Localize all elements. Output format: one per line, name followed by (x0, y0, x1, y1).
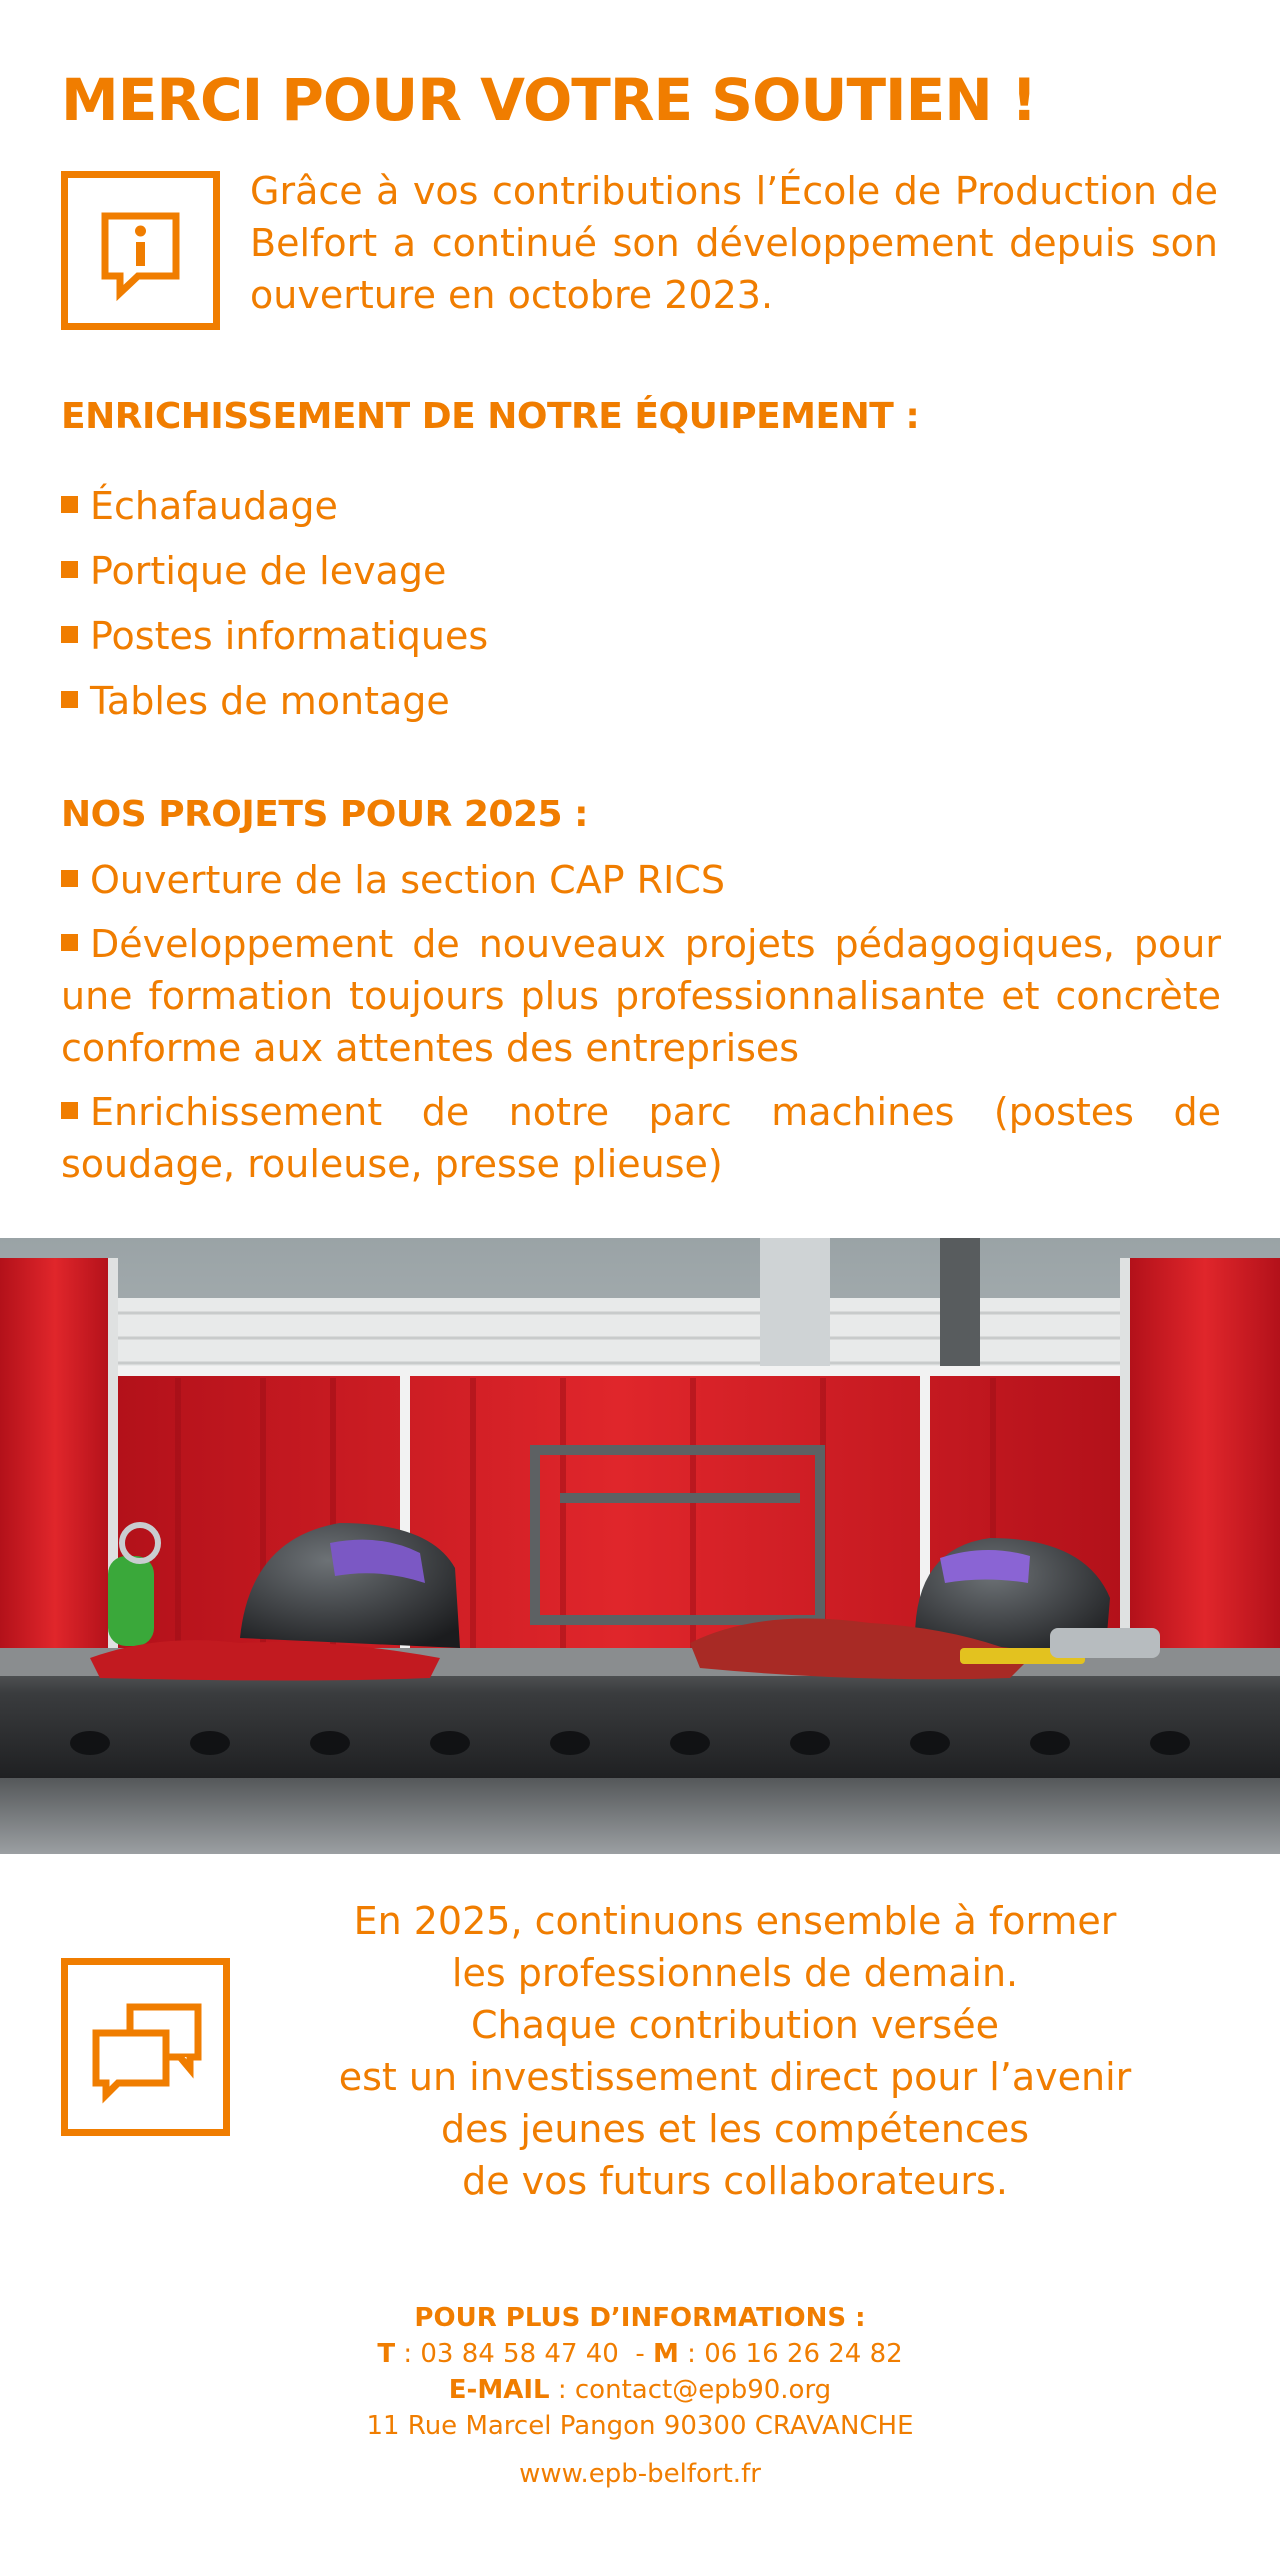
list-item-label: Enrichissement de notre parc machines (postes de soudage, rouleuse, presse plieuse) (61, 1090, 1221, 1186)
square-bullet-icon (61, 626, 78, 643)
projects-list (61, 854, 1221, 1202)
list-item-label: Développement de nouveaux projets pédagogiques, pour une formation toujours plus professionnalisante et concrète conforme aux attentes des entreprises (61, 922, 1221, 1070)
list-item (61, 918, 1221, 1074)
intro-paragraph: Grâce à vos contributions l’École de Production de Belfort a continué son développement depuis son ouverture en octobre 2023. (250, 169, 1218, 317)
cta-line: est un investissement direct pour l’avenir (338, 2055, 1132, 2099)
phone-number[interactable]: 03 84 58 47 40 (420, 2339, 619, 2369)
list-item-label: Échafaudage (90, 484, 338, 528)
square-bullet-icon (61, 870, 78, 887)
email-line: E-MAIL : contact@epb90.org (448, 2375, 832, 2405)
list-item-label: Tables de montage (90, 679, 450, 723)
mobile-number[interactable]: 06 16 26 24 82 (704, 2339, 903, 2369)
list-item-label: Ouverture de la section CAP RICS (90, 858, 725, 902)
list-item (61, 854, 1221, 906)
email-link[interactable]: contact@epb90.org (574, 2375, 832, 2405)
address: 11 Rue Marcel Pangon 90300 CRAVANCHE (366, 2411, 914, 2441)
mobile-label: M (653, 2339, 679, 2369)
list-item-label: Postes informatiques (90, 614, 489, 658)
list-item (61, 610, 1221, 675)
square-bullet-icon (61, 1102, 78, 1119)
separator: - (635, 2339, 645, 2369)
square-bullet-icon (61, 934, 78, 951)
cta-line: de vos futurs collaborateurs. (462, 2159, 1008, 2203)
list-item (61, 1086, 1221, 1190)
page-title: MERCI POUR VOTRE SOUTIEN ! (61, 66, 1037, 134)
list-item-label: Portique de levage (90, 549, 447, 593)
website-link[interactable]: www.epb-belfort.fr (519, 2459, 761, 2489)
email-label: E-MAIL (448, 2375, 550, 2405)
cta-line: des jeunes et les compétences (441, 2107, 1029, 2151)
contact-title: POUR PLUS D’INFORMATIONS : (414, 2303, 866, 2333)
square-bullet-icon (61, 561, 78, 578)
list-item (61, 675, 1221, 740)
square-bullet-icon (61, 496, 78, 513)
cta-line: les professionnels de demain. (451, 1951, 1019, 1995)
projects-heading: NOS PROJETS POUR 2025 : (61, 794, 589, 835)
contact-block (0, 2300, 1280, 2492)
equipment-list (61, 480, 1221, 740)
phone-label: T (377, 2339, 396, 2369)
square-bullet-icon (61, 691, 78, 708)
phone-line: T : 03 84 58 47 40 - M : 06 16 26 24 82 (377, 2339, 903, 2369)
equipment-heading: ENRICHISSEMENT DE NOTRE ÉQUIPEMENT : (61, 396, 920, 437)
list-item (61, 480, 1221, 545)
info-speech-bubble-icon (61, 171, 220, 330)
chat-bubbles-icon (61, 1958, 230, 2136)
welding-workshop-photo (0, 1238, 1280, 1854)
cta-line: Chaque contribution versée (471, 2003, 999, 2047)
cta-line: En 2025, continuons ensemble à former (353, 1899, 1117, 1943)
list-item (61, 545, 1221, 610)
call-to-action (290, 1895, 1180, 2207)
